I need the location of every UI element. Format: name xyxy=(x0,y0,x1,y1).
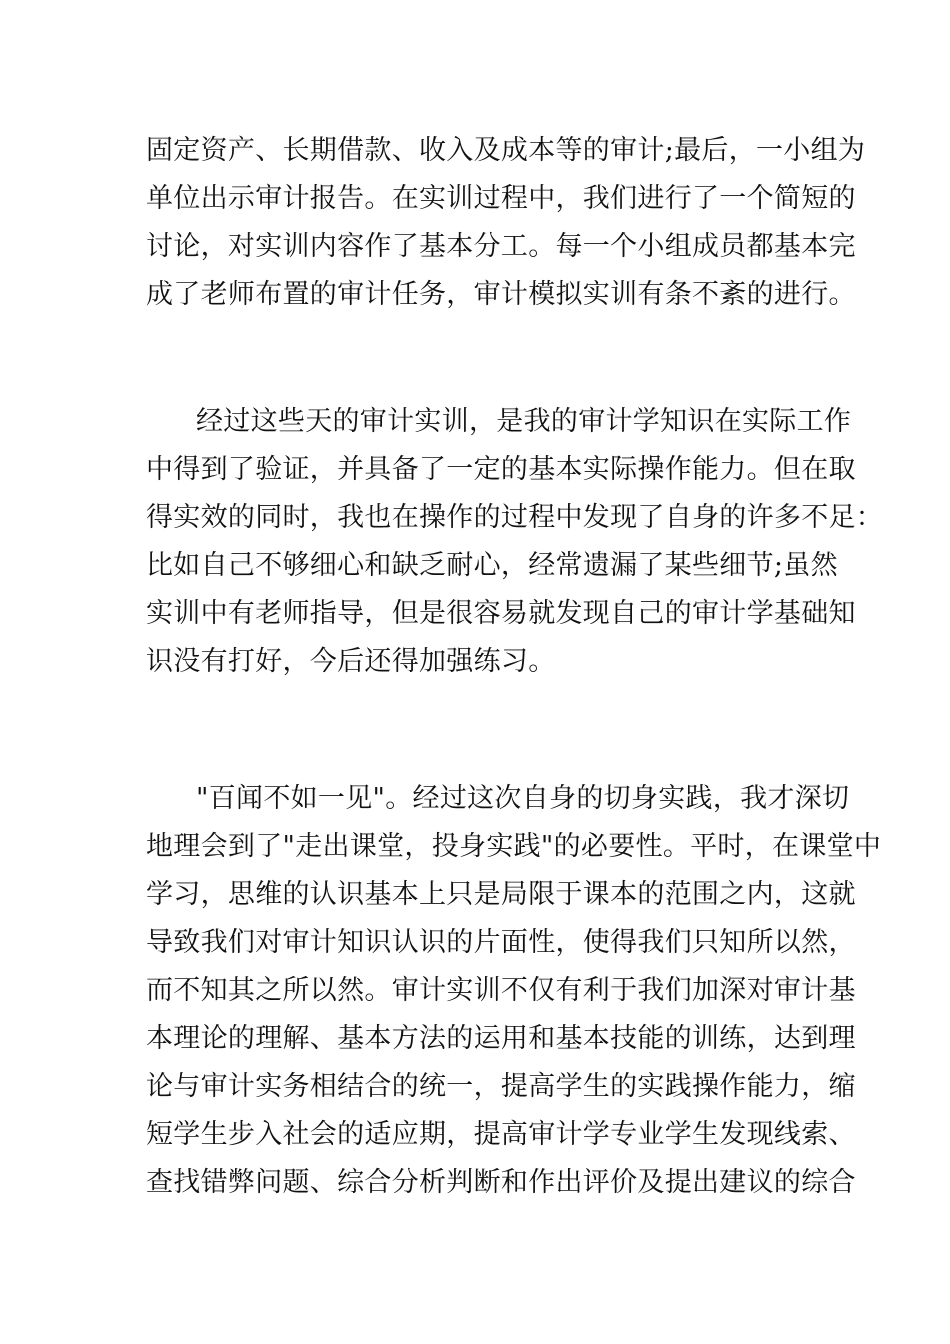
text-line: 而不知其之所以然。审计实训不仅有利于我们加深对审计基 xyxy=(146,975,856,1006)
text-line: "百闻不如一见"。经过这次自身的切身实践，我才深切 xyxy=(196,783,850,814)
text-line: 论与审计实务相结合的统一，提高学生的实践操作能力，缩 xyxy=(146,1071,856,1102)
text-line: 本理论的理解、基本方法的运用和基本技能的训练，达到理 xyxy=(146,1023,856,1054)
text-line: 导致我们对审计知识认识的片面性，使得我们只知所以然， xyxy=(146,927,856,958)
text-line: 经过这些天的审计实训，是我的审计学知识在实际工作 xyxy=(196,406,852,437)
text-line: 单位出示审计报告。在实训过程中，我们进行了一个简短的 xyxy=(146,183,856,214)
text-line: 成了老师布置的审计任务，审计模拟实训有条不紊的进行。 xyxy=(146,279,856,310)
text-line: 查找错弊问题、综合分析判断和作出评价及提出建议的综合 xyxy=(146,1167,856,1198)
text-line: 固定资产、长期借款、收入及成本等的审计;最后，一小组为 xyxy=(146,135,866,166)
text-line: 讨论，对实训内容作了基本分工。每一个小组成员都基本完 xyxy=(146,231,856,262)
text-line: 短学生步入社会的适应期，提高审计学专业学生发现线索、 xyxy=(146,1119,856,1150)
text-line: 实训中有老师指导，但是很容易就发现自己的审计学基础知 xyxy=(146,598,856,629)
text-line: 中得到了验证，并具备了一定的基本实际操作能力。但在取 xyxy=(146,454,856,485)
text-line: 比如自己不够细心和缺乏耐心，经常遗漏了某些细节;虽然 xyxy=(146,550,838,581)
text-line: 地理会到了"走出课堂，投身实践"的必要性。平时，在课堂中 xyxy=(146,831,882,862)
text-line: 识没有打好，今后还得加强练习。 xyxy=(146,646,556,677)
text-line: 得实效的同时，我也在操作的过程中发现了自身的许多不足： xyxy=(146,502,884,533)
text-line: 学习，思维的认识基本上只是局限于课本的范围之内，这就 xyxy=(146,879,856,910)
